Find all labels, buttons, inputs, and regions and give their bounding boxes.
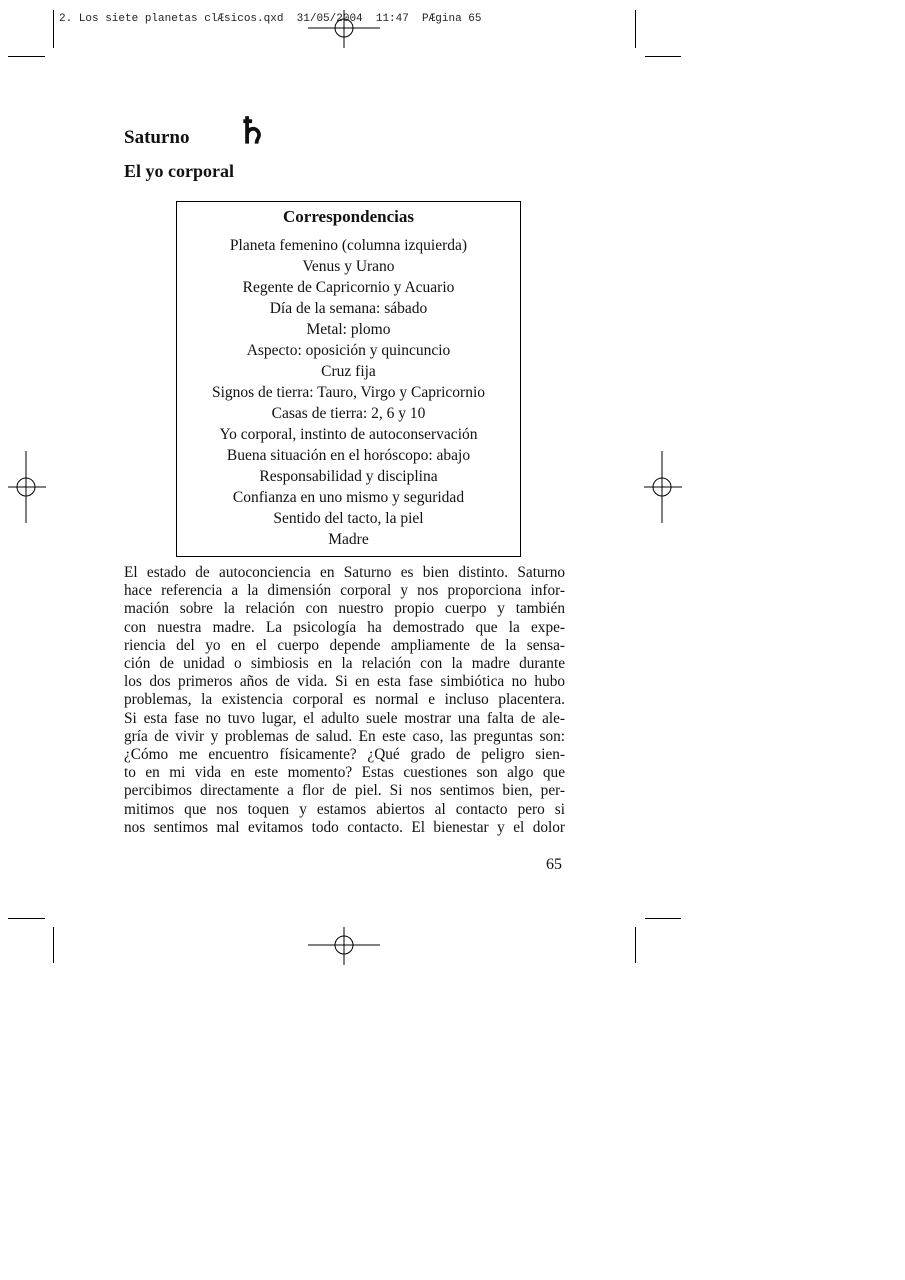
crop-mark <box>635 927 636 963</box>
correspondence-item: Cruz fija <box>321 363 376 380</box>
body-line: mitimos que nos toquen y estamos abiertos al contacto pero si <box>124 800 565 818</box>
correspondence-item: Casas de tierra: 2, 6 y 10 <box>271 405 426 422</box>
box-title: Correspondencias <box>283 207 414 226</box>
page-number: 65 <box>546 856 562 873</box>
registration-mark-icon <box>0 451 62 523</box>
registration-mark-icon <box>308 0 380 64</box>
correspondence-item: Buena situación en el horóscopo: abajo <box>226 447 471 464</box>
body-line: con nuestra madre. La psicología ha demostrado que la expe- <box>124 618 565 636</box>
body-line: nos sentimos mal evitamos todo contacto. El bienestar y el dolor <box>124 818 565 836</box>
crop-mark <box>645 918 681 919</box>
correspondence-item: Venus y Urano <box>302 258 395 275</box>
section-subheading: El yo corporal <box>124 161 234 181</box>
body-line: riencia del yo en el cuerpo depende ampliamente de la sensa- <box>124 636 565 654</box>
correspondence-item: Metal: plomo <box>306 321 391 338</box>
crop-mark <box>8 918 45 919</box>
correspondence-item: Día de la semana: sábado <box>269 300 428 317</box>
body-line: problemas, la existencia corporal es normal e incluso placentera. <box>124 691 565 709</box>
crop-mark <box>645 56 681 57</box>
crop-mark <box>635 10 636 48</box>
body-paragraph <box>124 564 565 837</box>
chapter-heading: Saturno <box>124 127 190 148</box>
registration-mark-icon <box>308 909 380 981</box>
crop-mark <box>53 927 54 963</box>
correspondence-item: Yo corporal, instinto de autoconservación <box>219 426 478 443</box>
correspondence-item: Responsabilidad y disciplina <box>259 468 438 485</box>
correspondence-item: Confianza en uno mismo y seguridad <box>232 489 465 506</box>
correspondence-item: Sentido del tacto, la piel <box>273 510 424 527</box>
saturn-symbol-icon: ♄ <box>236 111 269 151</box>
crop-mark <box>8 56 45 57</box>
body-line: El estado de autoconciencia en Saturno es bien distinto. Saturno <box>124 564 565 581</box>
body-line: Si esta fase no tuvo lugar, el adulto suele mostrar una falta de ale- <box>124 709 565 727</box>
body-line: los dos primeros años de vida. Si en esta fase simbiótica no hubo <box>124 673 565 691</box>
body-line: ción de unidad o simbiosis en la relación con la madre durante <box>124 655 565 673</box>
body-line: ¿Cómo me encuentro físicamente? ¿Qué grado de peligro sien- <box>124 746 565 764</box>
correspondence-item: Planeta femenino (columna izquierda) <box>229 237 468 254</box>
correspondence-item: Signos de tierra: Tauro, Virgo y Capricornio <box>211 384 486 401</box>
body-line: gría de vivir y problemas de salud. En este caso, las preguntas son: <box>124 727 565 745</box>
print-slug: 2. Los siete planetas clÆsicos.qxd 31/05/2004 11:47 PÆgina 65 <box>59 13 482 25</box>
body-line: to en mi vida en este momento? Estas cuestiones son algo que <box>124 764 565 782</box>
correspondences-box <box>176 201 521 557</box>
body-line: hace referencia a la dimensión corporal y nos proporciona infor- <box>124 582 565 600</box>
registration-mark-icon <box>626 451 698 523</box>
correspondence-item: Madre <box>328 531 369 548</box>
correspondence-item: Aspecto: oposición y quincuncio <box>246 342 451 359</box>
body-line: percibimos directamente a flor de piel. Si nos sentimos bien, per- <box>124 782 565 800</box>
crop-mark <box>53 10 54 48</box>
body-line: mación sobre la relación con nuestro propio cuerpo y también <box>124 600 565 618</box>
correspondence-item: Regente de Capricornio y Acuario <box>242 279 455 296</box>
